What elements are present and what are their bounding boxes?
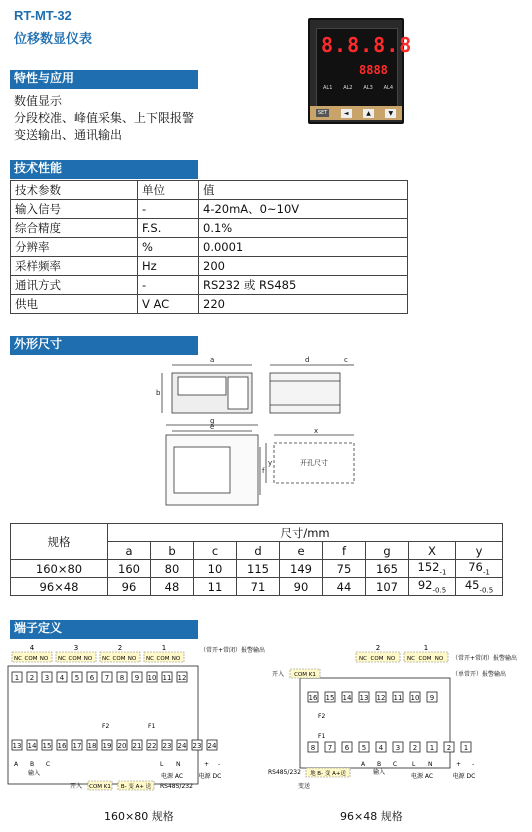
terminal-bottom-14: 14: [27, 742, 37, 750]
cell: 80: [151, 560, 194, 578]
terminal-bottom-21: 21: [132, 742, 142, 750]
feature-item: 分段校准、峰值采集、上下限报警: [14, 111, 195, 125]
plus-label: +: [204, 761, 210, 768]
indicator-al1: AL1: [323, 85, 333, 91]
relay-number: 2: [375, 644, 381, 652]
terminal-6: 6: [89, 674, 95, 682]
cell: 115: [237, 560, 280, 578]
table-row: [11, 578, 503, 596]
col-header: 值: [199, 181, 408, 200]
product-name: 位移数显仪表: [14, 32, 93, 47]
dim-label-x: x: [314, 427, 319, 435]
section-dims: 外形尺寸: [10, 336, 198, 353]
relay-label: NC: [14, 656, 22, 662]
terminal-8: 8: [119, 674, 125, 682]
input-r-C: C: [392, 761, 398, 768]
input-B: B: [29, 761, 35, 768]
relay-label: NO: [386, 656, 396, 662]
cell: [456, 560, 503, 578]
cell: 分辨率: [11, 238, 138, 257]
terminal-12: 12: [177, 674, 187, 682]
bus-left: B- 变 A+ 送: [120, 784, 152, 790]
cell-value: 45: [464, 578, 480, 593]
input-label: 输入: [27, 770, 41, 777]
section-terminals: 端子定义: [10, 620, 198, 637]
meter-up-button: ▲: [363, 109, 374, 118]
terminal-rb-1: 1: [429, 744, 435, 752]
f2-right: F2: [318, 713, 326, 720]
dim-label-b: b: [156, 389, 161, 397]
kairu-right: 开入: [272, 671, 285, 678]
terminal-10: 10: [147, 674, 157, 682]
section-tech: 技术性能: [10, 160, 198, 177]
col-header: c: [194, 542, 237, 560]
cell: %: [138, 238, 199, 257]
minus-right: -: [472, 761, 475, 768]
dim-label-y: y: [268, 459, 273, 467]
minus-label: -: [218, 761, 221, 768]
input-C: C: [45, 761, 51, 768]
terminal-rb-6: 6: [344, 744, 350, 752]
tolerance: -0.5: [479, 586, 494, 595]
cell: 48: [151, 578, 194, 596]
section-features: 特性与应用: [10, 70, 198, 87]
cell: 160: [108, 560, 151, 578]
dims-table: [10, 523, 503, 596]
dim-label-g: g: [210, 417, 215, 425]
terminal-rb-4: 4: [378, 744, 384, 752]
biansong-right: 变送: [298, 783, 311, 790]
relay-label: COM: [370, 656, 384, 662]
alarm-note-right: （常开+常闭）报警输出: [452, 655, 518, 662]
dimension-drawing: [140, 355, 370, 515]
dim-label-d: d: [305, 356, 310, 364]
divider: [10, 87, 198, 89]
terminal-bottom-23: 23: [162, 742, 172, 750]
table-row: [11, 219, 408, 238]
alarm-note2-right: （单常开）报警输出: [452, 671, 507, 678]
col-header: e: [280, 542, 323, 560]
relay-number: 4: [29, 644, 35, 652]
relay-label: COM: [112, 656, 126, 662]
col-header: X: [409, 542, 456, 560]
bus-right: 地 B- 变 A+送: [310, 771, 346, 777]
relay-label: NO: [127, 656, 137, 662]
dim-label-e: e: [210, 423, 215, 431]
cell: 75: [323, 560, 366, 578]
terminal-bottom-18: 18: [87, 742, 97, 750]
cell: 11: [194, 578, 237, 596]
indicator-al4: AL4: [383, 85, 393, 91]
terminal-r-16: 16: [308, 694, 318, 702]
n-right: N: [428, 761, 433, 768]
l-right: L: [412, 761, 416, 768]
terminal-bottom-19: 19: [102, 742, 112, 750]
meter-set-button: SET: [317, 110, 328, 116]
cell: [409, 578, 456, 596]
relay-label: COM: [24, 656, 38, 662]
terminal-r-10: 10: [410, 694, 420, 702]
cell-value: 152: [417, 560, 440, 575]
meter-left-button: ◄: [341, 109, 352, 118]
cell: 160×80: [11, 560, 108, 578]
feature-item: 数值显示: [14, 94, 63, 108]
table-row: [11, 560, 503, 578]
com-k1-right: COM K1: [294, 672, 316, 678]
terminal-bottom-13: 13: [12, 742, 22, 750]
terminal-rb-3: 3: [395, 744, 401, 752]
size-header: 尺寸/mm: [108, 524, 503, 542]
cell: 71: [237, 578, 280, 596]
terminal-r-9: 9: [429, 694, 435, 702]
power-ac-right: 电源 AC: [410, 773, 434, 780]
terminal-bottom-23: 23: [192, 742, 202, 750]
cell: -: [138, 276, 199, 295]
tolerance: -1: [482, 568, 490, 577]
terminal-bottom-16: 16: [57, 742, 67, 750]
relay-label: NC: [407, 656, 415, 662]
terminal-r-11: 11: [393, 694, 403, 702]
cell: RS232 或 RS485: [199, 276, 408, 295]
sub-display: 8888: [359, 63, 388, 77]
terminal-rb-2: 2: [446, 744, 452, 752]
cell: 供电: [11, 295, 138, 314]
power-ac-left: 电源 AC: [160, 773, 184, 780]
cell: 149: [280, 560, 323, 578]
terminal-1: 1: [14, 674, 20, 682]
input-r-B: B: [376, 761, 382, 768]
cell: 4-20mA、0~10V: [199, 200, 408, 219]
col-header: 技术参数: [11, 181, 138, 200]
relay-number: 2: [117, 644, 123, 652]
table-row: [11, 295, 408, 314]
terminal-rb-2: 2: [412, 744, 418, 752]
f2-label: F2: [102, 723, 110, 730]
meter-down-button: ▼: [385, 109, 396, 118]
l-label: L: [160, 761, 164, 768]
col-header: b: [151, 542, 194, 560]
terminal-r-15: 15: [325, 694, 335, 702]
col-header: g: [366, 542, 409, 560]
relay-label: NO: [39, 656, 49, 662]
terminal-bottom-24: 24: [177, 742, 187, 750]
relay-label: NC: [359, 656, 367, 662]
divider: [10, 177, 198, 179]
cell: 165: [366, 560, 409, 578]
cell: V AC: [138, 295, 199, 314]
terminal-rb-7: 7: [327, 744, 333, 752]
input-r-A: A: [360, 761, 366, 768]
f1-right: F1: [318, 733, 326, 740]
col-header: a: [108, 542, 151, 560]
cell: 0.0001: [199, 238, 408, 257]
com-k1-left: COM K1: [89, 784, 111, 790]
meter-image: [308, 18, 413, 124]
dim-label-f: f: [262, 467, 265, 475]
cell: 96×48: [11, 578, 108, 596]
plus-right: +: [456, 761, 462, 768]
relay-label: NO: [83, 656, 93, 662]
terminal-11: 11: [162, 674, 172, 682]
relay-label: NC: [146, 656, 154, 662]
terminal-r-13: 13: [359, 694, 369, 702]
cell: 200: [199, 257, 408, 276]
spec-table: [10, 180, 408, 314]
rs-left: RS485/232: [160, 783, 193, 790]
col-header: 单位: [138, 181, 199, 200]
input-A: A: [13, 761, 19, 768]
terminal-5: 5: [74, 674, 80, 682]
power-dc-left: 电源 DC: [198, 773, 222, 780]
terminal-bottom-15: 15: [42, 742, 52, 750]
divider: [10, 637, 198, 639]
terminal-bottom-17: 17: [72, 742, 82, 750]
relay-number: 1: [423, 644, 429, 652]
cell: Hz: [138, 257, 199, 276]
relay-label: NO: [434, 656, 444, 662]
cell: -: [138, 200, 199, 219]
terminal-rb-8: 8: [310, 744, 316, 752]
cell: 220: [199, 295, 408, 314]
indicator-al3: AL3: [363, 85, 373, 91]
cell: 0.1%: [199, 219, 408, 238]
dim-label-a: a: [210, 356, 215, 364]
main-display: 8.8.8.8: [321, 33, 413, 57]
col-header: y: [456, 542, 503, 560]
relay-label: COM: [418, 656, 432, 662]
terminal-7: 7: [104, 674, 110, 682]
cell: [456, 578, 503, 596]
caption-160x80: 160×80 规格: [104, 810, 174, 823]
table-row: [11, 276, 408, 295]
cell: 输入信号: [11, 200, 138, 219]
cell-value: 92: [417, 578, 433, 593]
terminal-r-12: 12: [376, 694, 386, 702]
relay-label: NC: [102, 656, 110, 662]
terminal-2: 2: [29, 674, 35, 682]
tolerance: -1: [439, 568, 447, 577]
spec-header: 规格: [11, 524, 108, 560]
relay-label: NC: [58, 656, 66, 662]
alarm-note-left: （常开+常闭）报警输出: [200, 647, 266, 654]
terminal-bottom-20: 20: [117, 742, 127, 750]
table-header-row: [11, 181, 408, 200]
n-label: N: [176, 761, 181, 768]
model-title: RT-MT-32: [14, 8, 72, 23]
relay-number: 1: [161, 644, 167, 652]
dim-label-c: c: [344, 356, 348, 364]
caption-96x48: 96×48 规格: [340, 810, 403, 823]
indicator-al2: AL2: [343, 85, 353, 91]
terminal-9: 9: [134, 674, 140, 682]
col-header: d: [237, 542, 280, 560]
relay-number: 3: [73, 644, 79, 652]
feature-item: 变送输出、通讯输出: [14, 128, 123, 142]
cell: 44: [323, 578, 366, 596]
rs-right: RS485/232: [268, 769, 301, 776]
cell: 90: [280, 578, 323, 596]
table-row: [11, 238, 408, 257]
power-dc-right: 电源 DC: [452, 773, 476, 780]
terminal-diagram: [0, 642, 532, 802]
input-label-right: 输入: [372, 769, 386, 776]
tolerance: -0.5: [432, 586, 447, 595]
cutout-label: 开孔尺寸: [300, 459, 328, 467]
cell: 10: [194, 560, 237, 578]
cell-value: 76: [468, 560, 483, 575]
cell: [409, 560, 456, 578]
cell: 采样频率: [11, 257, 138, 276]
cell: 107: [366, 578, 409, 596]
kairu-left: 开入: [70, 783, 83, 790]
table-row: [11, 200, 408, 219]
relay-label: NO: [171, 656, 181, 662]
relay-label: COM: [156, 656, 170, 662]
terminal-bottom-24: 24: [207, 742, 217, 750]
cell: 综合精度: [11, 219, 138, 238]
relay-label: COM: [68, 656, 82, 662]
terminal-rb-5: 5: [361, 744, 367, 752]
f1-label: F1: [148, 723, 156, 730]
table-row: [11, 257, 408, 276]
terminal-bottom-22: 22: [147, 742, 157, 750]
cell: 通讯方式: [11, 276, 138, 295]
cell: 96: [108, 578, 151, 596]
terminal-rb-1: 1: [463, 744, 469, 752]
terminal-4: 4: [59, 674, 65, 682]
col-header: f: [323, 542, 366, 560]
right-housing: [300, 678, 450, 768]
cell: F.S.: [138, 219, 199, 238]
terminal-3: 3: [44, 674, 50, 682]
terminal-r-14: 14: [342, 694, 352, 702]
